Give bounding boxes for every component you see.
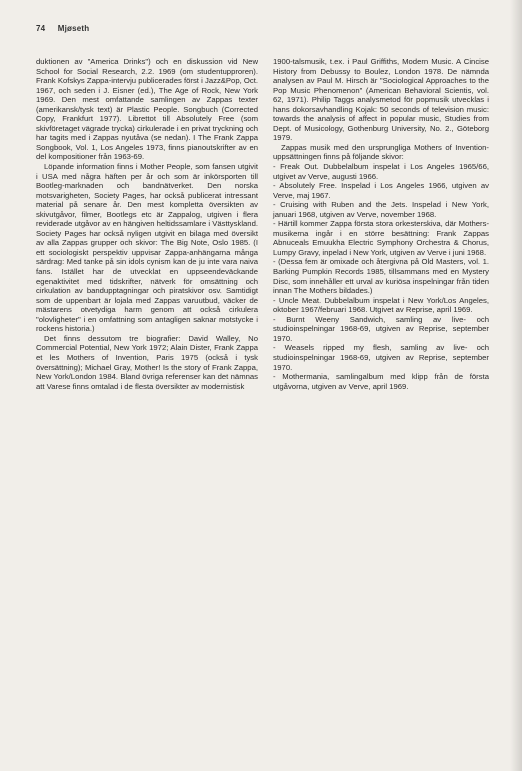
paragraph: Löpande information finns i Mother People, som fansen utgivit i USA med några häften per år och som är inkörsporten till Bootleg-marknaden och bandnätverket. Den norska motsvarigheten, Society Pages, har också publicerat intressant material på senare år. Den mest kompletta översikten av skivutgåvor, filmer, Bootlegs etc är Zappalog, utgiven i flera reviderade utgåvor av en hängiven heltidssamlare i Västtyskland. Society Pages har också nyligen utgivit en bilaga med översikt av alla Zappas grupper och skivor: The Big Note, Oslo 1985. (I ett sociologiskt perspektiv uppvisar Zappa-anhängarna många särdrag: Med tanke på sin idols cynism kan de ju inte vara naiva fans. Istället har de utvecklat en uppseendeväckande egenaktivitet med tidskrifter, nätverk för omsättning och cirkulation av bandupptagningar och piratskivor osv. Samtidigt som de uppenbart är lojala med Zappas varuutbud, väcker de mästarens otvetydiga harm genom att också cirkulera "olovligheter" i en omfattning som antagligen saknar motstycke i rockens historia.) bbox=[36, 162, 258, 334]
running-head bbox=[36, 24, 89, 33]
list-item: - (Dessa fem är omixade och återgivna på Old Masters, vol. 1. Barking Pumpkin Records 1985, tillsammans med en Mystery Disc, som innehåller ett urval av kuriösa inspelningar från tiden innan The Mothers bildades.) bbox=[273, 257, 489, 296]
paragraph: Zappas musik med den ursprungliga Mothers of Invention-uppsättningen finns på följande skivor: bbox=[273, 142, 489, 162]
paragraph: 1900-talsmusik, t.ex. i Paul Griffiths, Modern Music. A Cincise History from Debussy to Boulez, London 1978. De nämnda analysen av Paul M. Hirsch är "Sociological Approaches to the Pop Music Phenomenon" (American Behavioral Scientis, vol. 62, 1971). Philip Taggs analysmetod för popmusik utvecklas i hans dokorsavhandling Kojak: 50 seconds of television music: towards the analysis of affect in popular music, Studies from Dept. of Musicology, Gothenburg University, No. 2., Göteborg 1979. bbox=[273, 57, 489, 143]
left-column bbox=[36, 57, 258, 391]
list-item: - Mothermania, samlingalbum med klipp från de första utgåvorna, utgiven av Verve, april 1969. bbox=[273, 372, 489, 391]
list-item: - Weasels ripped my flesh, samling av live- och studioinspelningar 1968-69, utgiven av Reprise, september 1970. bbox=[273, 343, 489, 372]
list-item: - Freak Out. Dubbelalbum inspelat i Los Angeles 1965/66, utgivet av Verve, augusti 1966. bbox=[273, 162, 489, 181]
page-number: 74 bbox=[36, 24, 46, 33]
list-item: - Cruising with Ruben and the Jets. Inspelad i New York, januari 1968, utgiven av Verve, november 1968. bbox=[273, 200, 489, 219]
list-item: - Absolutely Free. Inspelad i Los Angeles 1966, utgiven av Verve, maj 1967. bbox=[273, 181, 489, 200]
list-item: - Burnt Weeny Sandwich, samling av live- och studioinspelningar 1968-69, utgiven av Reprise, september 1970. bbox=[273, 314, 489, 343]
paragraph: Det finns dessutom tre biografier: David Walley, No Commercial Potential, New York 1972; Alain Dister, Frank Zappa et les Mothers of Invention, Paris 1975 (också i tysk översättning); Michael Gray, Mother! Is the story of Frank Zappa, New York/London 1984. Bland övriga referenser kan det nämnas att Varese finns omtalad i de flesta översikter av modernistisk bbox=[36, 333, 258, 391]
running-title: Mjøseth bbox=[57, 24, 90, 33]
page-edge-shadow bbox=[510, 0, 522, 771]
right-column bbox=[273, 57, 489, 391]
list-item: - Uncle Meat. Dubbelalbum inspelat i New York/Los Angeles, oktober 1967/februari 1968. Utgivet av Reprise, april 1969. bbox=[273, 295, 489, 315]
list-item: - Härtill kommer Zappa första stora orkesterskiva, där Mothers-musikerna ingår i en större besättning: Frank Zappas Abnuceals Emuukha Electric Symphony Orchestra & Chorus, Lumpy Gravy, inpelad i New York, utgiven av Verve i juni 1968. bbox=[273, 219, 489, 257]
paragraph: duktionen av "America Drinks") och en diskussion vid New School for Social Research, 2.2. 1969 (om studentupproren). Frank Kofskys Zappa-intervju publicerades först i Jazz&Pop, Oct. 1967, och seden i J. Eisner (ed.), The Age of Rock, New York 1969. Den mest omfattande samlingen av Zappas texter (amerikansk/tysk text) är Plastic People. Songbuch (Corrected Copy, Frankfurt 1977). Librettot till Absolutely Free (som skivföretaget vägrade trycka) cirkulerade i en privat tryckning och har tagits med i Zappas nyutåva (se nedan). I The Frank Zappa Songbook, Vol. 1, Los Angeles 1973, finns pianoutskrifter av en del kompositioner från 1963-69. bbox=[36, 57, 258, 162]
